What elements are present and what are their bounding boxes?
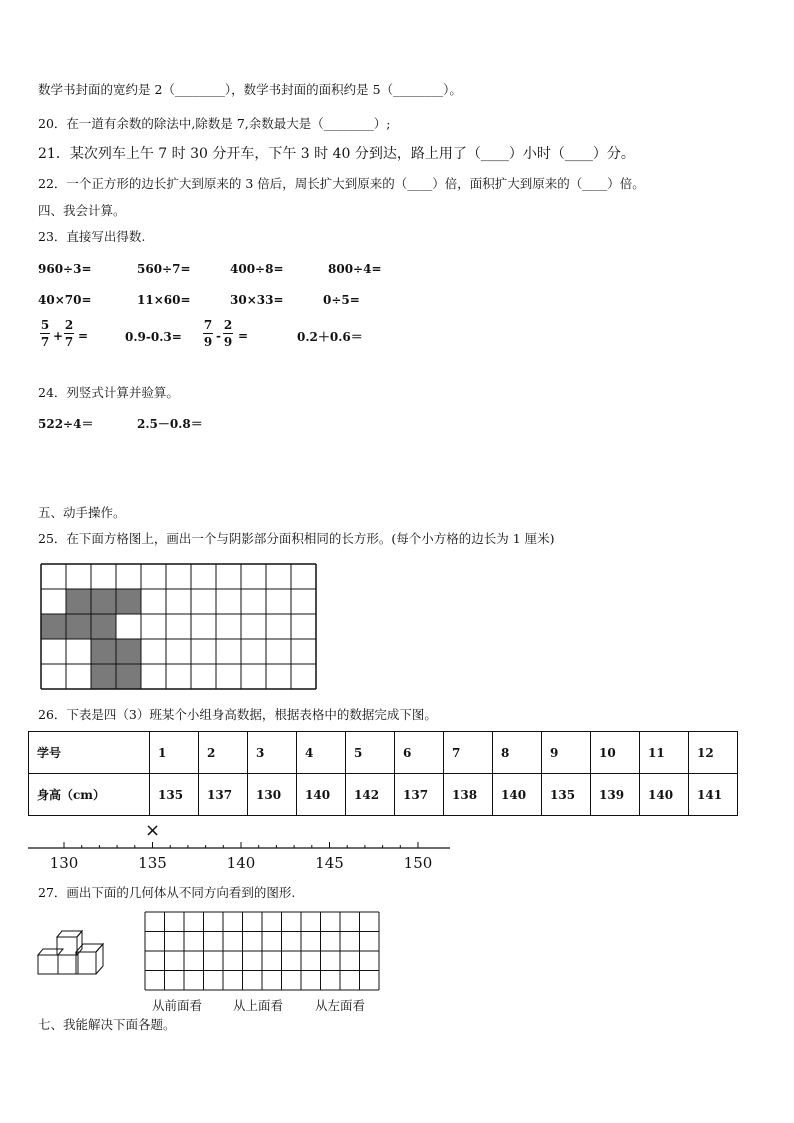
calc-item: 40×70= <box>38 293 92 307</box>
table-header-cell: 学号 <box>29 732 150 774</box>
calc-item: 0.9-0.3= <box>125 330 182 344</box>
cube-solid-figure <box>36 926 108 978</box>
shaded-cell <box>66 589 91 614</box>
table-cell: 1 <box>150 732 199 774</box>
table-cell: 9 <box>542 732 591 774</box>
vertical-calc-item: 2.5－0.8＝ <box>137 417 203 431</box>
shaded-cell <box>91 664 116 689</box>
q22: 22．一个正方形的边长扩大到原来的 3 倍后，周长扩大到原来的（____）倍，面积扩大到原来的（____）倍。 <box>38 176 645 191</box>
shaded-cell <box>91 614 116 639</box>
calc-item: 0÷5= <box>323 293 360 307</box>
tick-label: 145 <box>315 854 344 872</box>
fraction-7-9 <box>203 318 213 349</box>
section7-heading: 七、我能解决下面各题。 <box>38 1017 176 1032</box>
table-cell: 4 <box>297 732 346 774</box>
calc-item: 30×33= <box>230 293 284 307</box>
view-label-front: 从前面看 <box>152 998 203 1013</box>
view-label-top: 从上面看 <box>233 998 284 1013</box>
square-grid <box>40 563 317 691</box>
plus-sign: + <box>53 329 64 343</box>
shaded-cell <box>116 589 141 614</box>
fraction-bar <box>203 333 213 334</box>
q23: 23．直接写出得数. <box>38 229 146 244</box>
q27: 27．画出下面的几何体从不同方向看到的图形. <box>38 885 296 900</box>
tick-label: 140 <box>226 854 256 872</box>
table-cell: 130 <box>248 774 297 816</box>
table-cell: 11 <box>640 732 689 774</box>
tick-label: 130 <box>49 854 79 872</box>
q19-continued: 数学书封面的宽约是 2（________），数学书封面的面积约是 5（________）。 <box>38 82 462 97</box>
equals-sign: = <box>78 329 89 343</box>
table-cell: 5 <box>346 732 395 774</box>
table-cell: 140 <box>640 774 689 816</box>
section4-heading: 四、我会计算。 <box>38 203 126 218</box>
q21: 21．某次列车上午 7 时 30 分开车，下午 3 时 40 分到达，路上用了（____）小时（____）分。 <box>38 146 635 162</box>
q26: 26．下表是四（3）班某个小组身高数据，根据表格中的数据完成下图。 <box>38 707 437 722</box>
table-cell: 137 <box>395 774 444 816</box>
table-cell: 140 <box>493 774 542 816</box>
table-row-ids <box>29 732 738 774</box>
vertical-calc-item: 522÷4＝ <box>38 417 94 431</box>
fraction-5-7 <box>40 318 50 349</box>
table-cell: 8 <box>493 732 542 774</box>
calc-item: 11×60= <box>137 293 191 307</box>
table-header-cell: 身高（cm） <box>29 774 150 816</box>
table-cell: 138 <box>444 774 493 816</box>
data-mark: × <box>144 820 161 841</box>
table-cell: 137 <box>199 774 248 816</box>
table-row-heights <box>29 774 738 816</box>
view-drawing-grid <box>144 911 382 991</box>
fraction-denominator: 7 <box>40 335 50 349</box>
calc-item: 400÷8= <box>230 262 284 276</box>
fraction-numerator: 7 <box>203 318 213 332</box>
fraction-bar <box>223 333 233 334</box>
calc-item: 800÷4= <box>328 262 382 276</box>
equals-sign: = <box>238 329 249 343</box>
fraction-numerator: 2 <box>223 318 233 332</box>
shaded-cell <box>91 639 116 664</box>
calc-item: 0.2＋0.6＝ <box>297 330 363 344</box>
table-cell: 140 <box>297 774 346 816</box>
table-cell: 6 <box>395 732 444 774</box>
calc-item: 560÷7= <box>137 262 191 276</box>
table-cell: 2 <box>199 732 248 774</box>
shaded-cell <box>116 639 141 664</box>
shaded-cell <box>116 664 141 689</box>
height-table <box>28 731 738 816</box>
fraction-2-7 <box>64 318 74 349</box>
number-line <box>28 818 458 876</box>
table-cell: 10 <box>591 732 640 774</box>
table-cell: 135 <box>150 774 199 816</box>
q24: 24．列竖式计算并验算。 <box>38 385 179 400</box>
tick-label: 150 <box>403 854 433 872</box>
table-cell: 3 <box>248 732 297 774</box>
table-cell: 139 <box>591 774 640 816</box>
q20: 20．在一道有余数的除法中,除数是 7,余数最大是（________）; <box>38 116 391 131</box>
fraction-bar <box>64 333 74 334</box>
section5-heading: 五、动手操作。 <box>38 505 126 520</box>
fraction-denominator: 9 <box>223 335 233 349</box>
shaded-cell <box>66 614 91 639</box>
table-cell: 142 <box>346 774 395 816</box>
calc-item: 960÷3= <box>38 262 92 276</box>
table-cell: 7 <box>444 732 493 774</box>
table-cell: 12 <box>689 732 738 774</box>
q25: 25．在下面方格图上，画出一个与阴影部分面积相同的长方形。(每个小方格的边长为 1 厘米) <box>38 531 555 546</box>
shaded-cell <box>91 589 116 614</box>
fraction-denominator: 7 <box>64 335 74 349</box>
view-label-left: 从左面看 <box>315 998 366 1013</box>
fraction-denominator: 9 <box>203 335 213 349</box>
table-cell: 135 <box>542 774 591 816</box>
tick-label: 135 <box>138 854 167 872</box>
shaded-cell <box>41 614 66 639</box>
table-cell: 141 <box>689 774 738 816</box>
minus-sign: - <box>216 329 221 343</box>
fraction-bar <box>40 333 50 334</box>
fraction-2-9 <box>223 318 233 349</box>
fraction-numerator: 5 <box>40 318 50 332</box>
fraction-numerator: 2 <box>64 318 74 332</box>
